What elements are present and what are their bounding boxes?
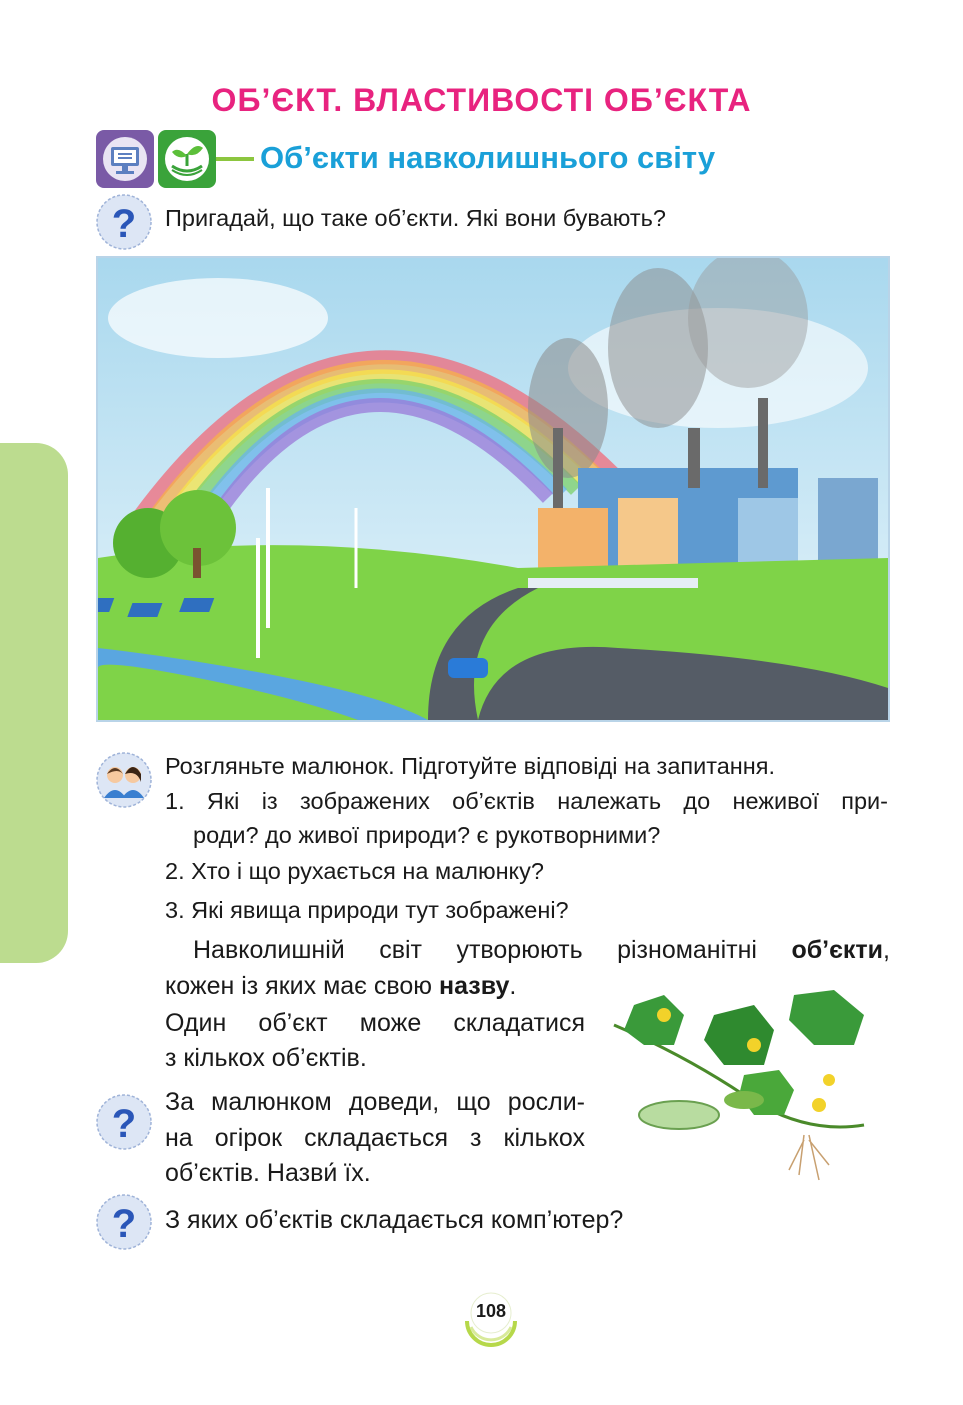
paragraph-line-1	[193, 934, 890, 967]
section-subtitle: Об’єкти навколишнього світу	[260, 140, 716, 175]
term-name: назву	[438, 972, 510, 1000]
paragraph-line-4: з кількох об’єктів.	[165, 1044, 367, 1072]
svg-text:?: ?	[111, 1102, 137, 1146]
subtitle-connector	[216, 157, 254, 161]
term-objects: об’єкти	[791, 936, 884, 964]
task-question-1-line-2: роди? до живої природи? є рукотворними?	[193, 822, 661, 848]
punctuation: ,	[883, 936, 890, 964]
computer-monitor-icon	[96, 130, 154, 188]
question-mark-icon	[96, 194, 152, 250]
paragraph-text: Навколишній світ утворюють різноманітні	[193, 936, 792, 964]
page-number-badge	[461, 1287, 521, 1347]
task-intro: Розгляньте малюнок. Підготуйте відповіді на запитання.	[165, 753, 776, 779]
paragraph-line-2	[165, 970, 516, 1003]
task-question-2: 2. Хто і що рухається на малюнку?	[165, 858, 544, 884]
task-question-1-line-1: 1. Які із зображених об’єктів належать до неживої при-	[165, 788, 888, 814]
side-tab	[0, 443, 68, 963]
paragraph-text: кожен із яких має свою	[165, 972, 439, 1000]
punctuation: .	[509, 972, 517, 1000]
students-pair-icon	[96, 752, 152, 808]
question-cucumber-line-1: За малюнком доведи, що росли-	[165, 1088, 585, 1116]
page-title: ОБ’ЄКТ. ВЛАСТИВОСТІ ОБ’ЄКТА	[211, 82, 752, 118]
svg-text:?: ?	[111, 1202, 137, 1246]
question-recall: Пригадай, що таке об’єкти. Які вони бувають?	[165, 205, 666, 231]
question-mark-icon	[96, 1094, 152, 1150]
question-cucumber-line-3: об’єктів. Назви́ їх.	[165, 1159, 371, 1187]
illustration-nature-and-industry	[96, 256, 890, 722]
plant-sprout-icon	[158, 130, 216, 188]
question-cucumber-line-2: на огірок складається з кількох	[165, 1124, 585, 1152]
cucumber-plant-illustration	[604, 985, 890, 1185]
page-number: 108	[475, 1301, 507, 1321]
paragraph-line-3: Один об’єкт може складатися	[165, 1009, 585, 1037]
svg-text:?: ?	[111, 202, 137, 246]
question-computer: З яких об’єктів складається комп’ютер?	[165, 1206, 624, 1234]
task-question-3: 3. Які явища природи тут зображені?	[165, 897, 569, 923]
question-mark-icon	[96, 1194, 152, 1250]
